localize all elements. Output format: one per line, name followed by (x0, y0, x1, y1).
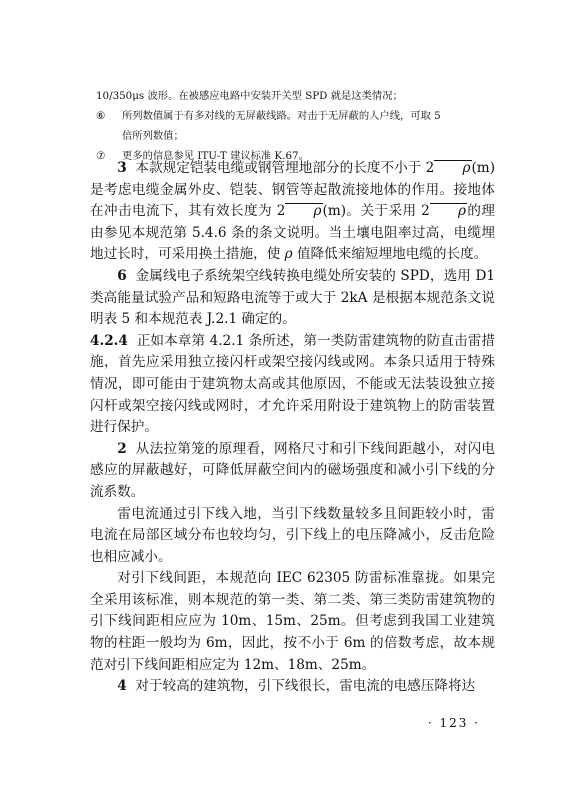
paragraph-2 (90, 439, 495, 504)
paragraph-4 (90, 676, 495, 698)
section-4-2-4 (90, 331, 495, 439)
paragraph-3 (90, 158, 495, 266)
section-4-2-4-number: 4.2.4 (90, 332, 128, 349)
note-7-marker: ⑦ (96, 150, 106, 162)
rho-symbol: ρ (284, 246, 293, 263)
note-6-continuation (96, 126, 496, 146)
paragraph-6-number: 6 (117, 267, 127, 284)
note-6 (96, 106, 496, 126)
paragraph-3-text-c: (m)。关于采用 2 (322, 203, 430, 220)
paragraph-downconductor-spacing: 对引下线间距，本规范向 IEC 62305 防雷标准靠拢。如果完全采用该标准，则本规范的第一类、第二类、第三类防雷建筑物的引下线间距相应应为 10m、15m、25m。但考虑到我国工业建筑物的柱距一般均为 6m，因此，按不小于 6m 的倍数考虑，故本规范对引下线间距相应定为 12m、18m、25m。 (90, 570, 495, 673)
paragraph-3-text-d: 的理由参见本规范第 5.4.6 条的条文说明。当土壤电阻率过高，电缆埋地过长时，可采用换土措施，使 (90, 203, 495, 263)
paragraph-6 (90, 266, 495, 331)
note-7-text: 更多的信息参见 ITU-T 建议标准 K.67。 (122, 150, 309, 162)
page-number: · 123 · (427, 716, 480, 730)
sqrt-rho-3: ρ (430, 203, 467, 218)
paragraph-3-text-e: 值降低来缩短埋地电缆的长度。 (292, 246, 488, 263)
paragraph-2-text: 从法拉第笼的原理看，网格尺寸和引下线间距越小，对闪电感应的屏蔽越好，可降低屏蔽空间内的磁场强度和减小引下线的分流系数。 (90, 440, 495, 500)
section-4-2-4-text: 正如本章第 4.2.1 条所述，第一类防雷建筑物的防直击雷措施，首先应采用独立接闪杆或架空接闪线或网。本条只适用于特殊情况，即可能由于建筑物太高或其他原因，不能或无法装设独立接闪杆或架空接闪线或网时，才允许采用附设于建筑物上的防雷装置进行保护。 (90, 332, 495, 436)
paragraph-3-number: 3 (117, 160, 127, 176)
body-text (90, 158, 495, 698)
paragraph-6-text: 金属线电子系统架空线转换电缆处所安装的 SPD，选用 D1 类高能量试验产品和短路电流等于或大于 2kA 是根据本规范条文说明表 5 和本规范表 J.2.1 确定的。 (90, 267, 495, 328)
note-6-text-2: 倍所列数值； (122, 130, 184, 142)
note-continuation-text: 10/350μs 波形。在被感应电路中安装开关型 SPD 就是这类情况； (96, 90, 403, 102)
paragraph-4-text: 对于较高的建筑物，引下线很长，雷电流的电感压降将达 (135, 678, 476, 695)
sqrt-rho-2: ρ (285, 203, 322, 218)
sqrt-rho-1: ρ (434, 160, 471, 175)
paragraph-3-text-b: (m)是考虑电缆金属外皮、铠装、钢管等起散流接地体的作用。接地体在冲击电流下，其有效长度为 2 (90, 160, 495, 220)
note-continuation (96, 86, 496, 106)
paragraph-4-number: 4 (117, 678, 127, 695)
note-6-text: 所列数值属于有多对线的无屏蔽线路。对击于无屏蔽的人户线，可取 5 (122, 110, 441, 122)
paragraph-2-number: 2 (117, 440, 127, 457)
footnotes-block (96, 86, 496, 166)
paragraph-lightning-current: 雷电流通过引下线入地，当引下线数量较多且间距较小时，雷电流在局部区域分布也较均匀，引下线上的电压降减小，反击危险也相应减小。 (90, 505, 495, 565)
paragraph-3-text-a: 本款规定铠装电缆或钢管埋地部分的长度不小于 2 (135, 160, 435, 176)
note-6-marker: ⑥ (96, 110, 106, 122)
